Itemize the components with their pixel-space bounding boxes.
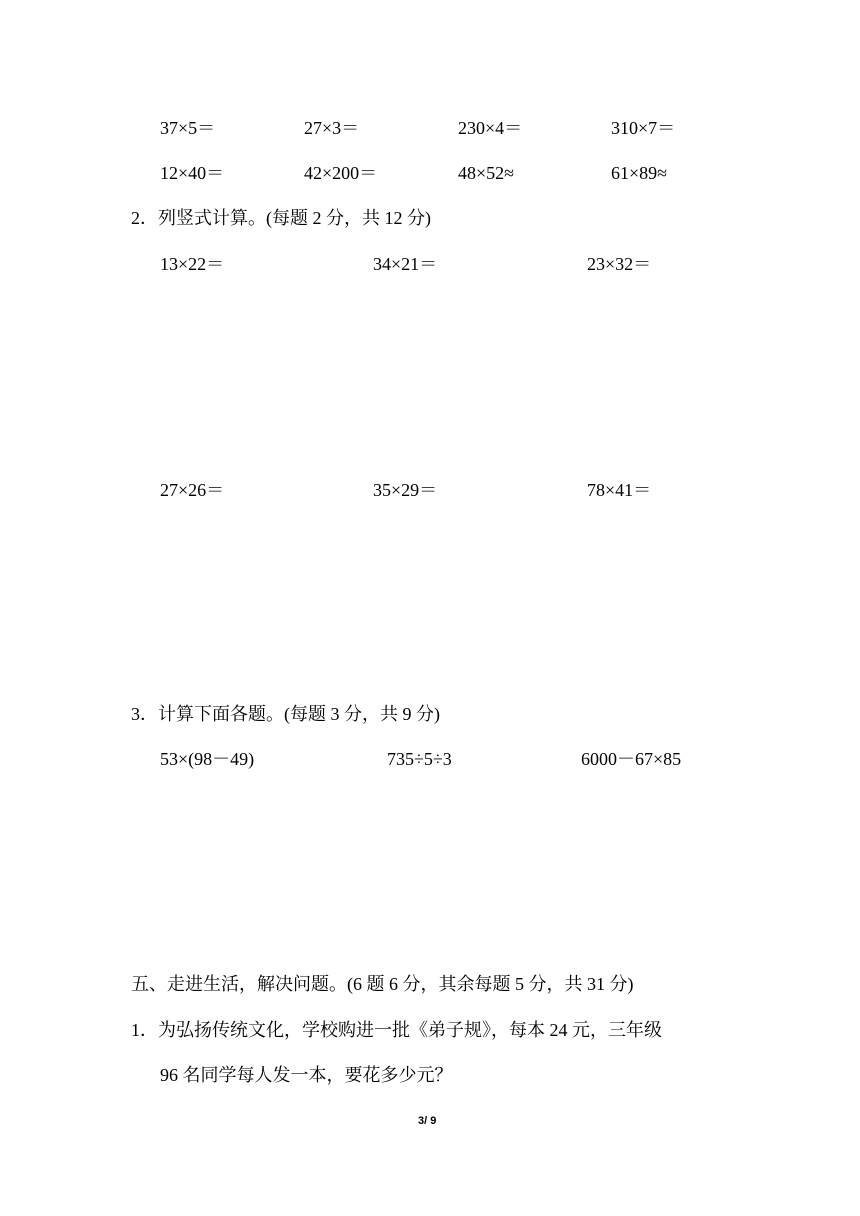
section5-heading: 五、走进生活，解决问题。(6 题 6 分，其余每题 5 分，共 31 分) [131, 974, 634, 994]
q2-item-2: 34×21＝ [373, 254, 438, 274]
oral-calc-3: 230×4＝ [458, 118, 523, 138]
problem1-line2: 96 名同学每人发一本，要花多少元？ [160, 1065, 453, 1085]
q2-item-5: 35×29＝ [373, 480, 438, 500]
q2-item-4: 27×26＝ [160, 480, 225, 500]
oral-calc-1: 37×5＝ [160, 118, 216, 138]
oral-calc-5: 12×40＝ [160, 163, 225, 183]
oral-calc-2: 27×3＝ [304, 118, 360, 138]
oral-calc-7: 48×52≈ [458, 163, 515, 183]
oral-calc-6: 42×200＝ [304, 163, 378, 183]
q2-item-1: 13×22＝ [160, 254, 225, 274]
oral-calc-8: 61×89≈ [611, 163, 668, 183]
q3-item-3: 6000－67×85 [581, 749, 682, 769]
q3-heading: 3．计算下面各题。(每题 3 分，共 9 分) [131, 704, 440, 724]
q3-item-1: 53×(98－49) [160, 749, 255, 769]
problem1-line1: 1．为弘扬传统文化，学校购进一批《弟子规》，每本 24 元，三年级 [131, 1020, 662, 1040]
q2-item-6: 78×41＝ [587, 480, 652, 500]
page-number: 3/ 9 [418, 1115, 437, 1127]
q3-item-2: 735÷5÷3 [387, 749, 452, 769]
q2-item-3: 23×32＝ [587, 254, 652, 274]
oral-calc-4: 310×7＝ [611, 118, 676, 138]
q2-heading: 2．列竖式计算。(每题 2 分，共 12 分) [131, 208, 431, 228]
